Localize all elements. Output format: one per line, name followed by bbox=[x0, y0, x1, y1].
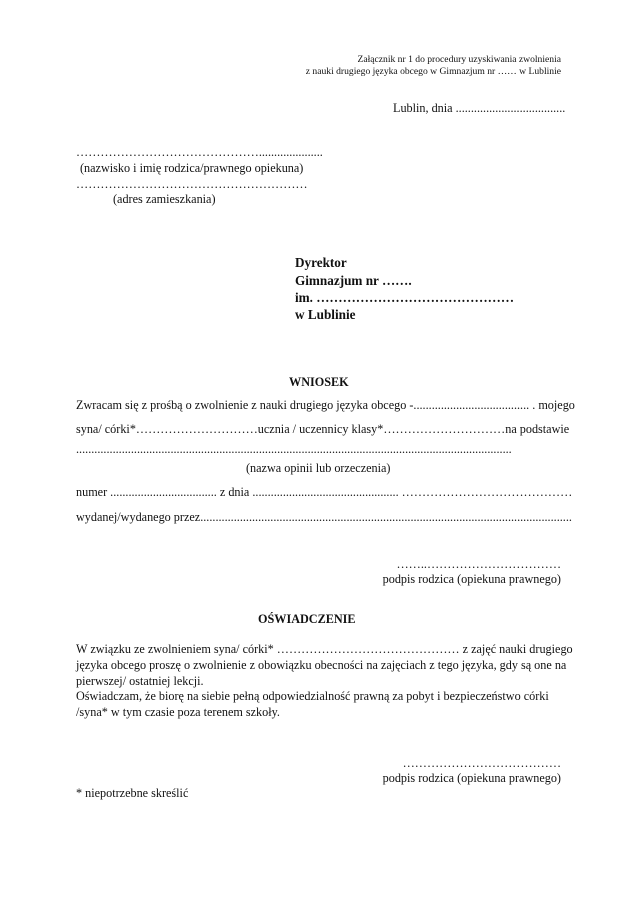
parent-name-label: (nazwisko i imię rodzica/prawnego opiekuna) bbox=[80, 161, 304, 175]
declaration-p1-line3: pierwszej/ ostatniej lekcji. bbox=[76, 674, 204, 688]
request-line-2 bbox=[76, 422, 570, 437]
request-line-1a: Zwracam się z prośbą o zwolnienie z nauki drugiego języka obcego - bbox=[76, 398, 414, 412]
request-signature-label: podpis rodzica (opiekuna prawnego) bbox=[382, 572, 561, 586]
declaration-p1-line2: języka obcego proszę o zwolnienie z obowiązku obecności na zajęciach z tego języka, gdy są one na bbox=[76, 658, 567, 672]
declaration-p1-line1: W związku ze zwolnieniem syna/ córki* ……………………………………… z zajęć nauki drugiego bbox=[76, 642, 573, 656]
parent-address-label: (adres zamieszkania) bbox=[113, 192, 216, 206]
request-line-1 bbox=[76, 398, 575, 413]
request-line-4 bbox=[76, 485, 572, 500]
declaration-signature-dots: ………………………………… bbox=[402, 756, 561, 770]
parent-address-dots: ………………………………………………… bbox=[76, 177, 308, 191]
request-number: numer ................................... bbox=[76, 485, 217, 499]
opinion-label: (nazwa opinii lub orzeczenia) bbox=[246, 461, 391, 475]
date-line: Lublin, dnia .................................... bbox=[393, 101, 566, 115]
request-line-2a: syna/ córki*………………………… bbox=[76, 422, 258, 436]
addressee-school: Gimnazjum nr ……. bbox=[295, 273, 412, 288]
attachment-header-line2: z nauki drugiego języka obcego w Gimnazjum nr …… w Lublinie bbox=[305, 66, 561, 77]
addressee-title: Dyrektor bbox=[295, 255, 347, 270]
request-signature-dots: ……..…………………………… bbox=[396, 557, 561, 571]
request-issued-by: wydanej/wydanego przez bbox=[76, 510, 201, 524]
attachment-header-line1: Załącznik nr 1 do procedury uzyskiwania zwolnienia bbox=[357, 54, 561, 65]
request-line-2b: ucznia / uczennicy klasy* bbox=[257, 422, 384, 436]
request-line-5 bbox=[76, 510, 572, 525]
footnote: * niepotrzebne skreślić bbox=[76, 786, 189, 800]
request-line-2d: na podstawie bbox=[505, 422, 570, 436]
parent-name-dots: ………………………………………..................... bbox=[76, 145, 323, 159]
request-date: z dnia ................................................ bbox=[219, 485, 399, 499]
declaration-title: OŚWIADCZENIE bbox=[258, 612, 356, 626]
declaration-p2-line1: Oświadczam, że biorę na siebie pełną odpowiedzialność prawną za pobyt i bezpieczeństwo córki bbox=[76, 689, 549, 703]
request-line-3: ............................................................................................................................................... bbox=[76, 442, 512, 456]
request-line-1b: ...................................... . mojego bbox=[413, 398, 575, 412]
request-line-2c: ………………………… bbox=[383, 422, 506, 436]
addressee-patron: im. ……………………………………… bbox=[295, 290, 515, 305]
request-line-4-dots: …………………………………… bbox=[401, 485, 573, 499]
declaration-signature-label: podpis rodzica (opiekuna prawnego) bbox=[382, 771, 561, 785]
request-issued-by-dots: .......................................................................................................................... bbox=[200, 510, 572, 524]
declaration-p2-line2: /syna* w tym czasie poza terenem szkoły. bbox=[76, 705, 280, 719]
addressee-city: w Lublinie bbox=[295, 307, 356, 322]
request-title: WNIOSEK bbox=[289, 375, 349, 389]
